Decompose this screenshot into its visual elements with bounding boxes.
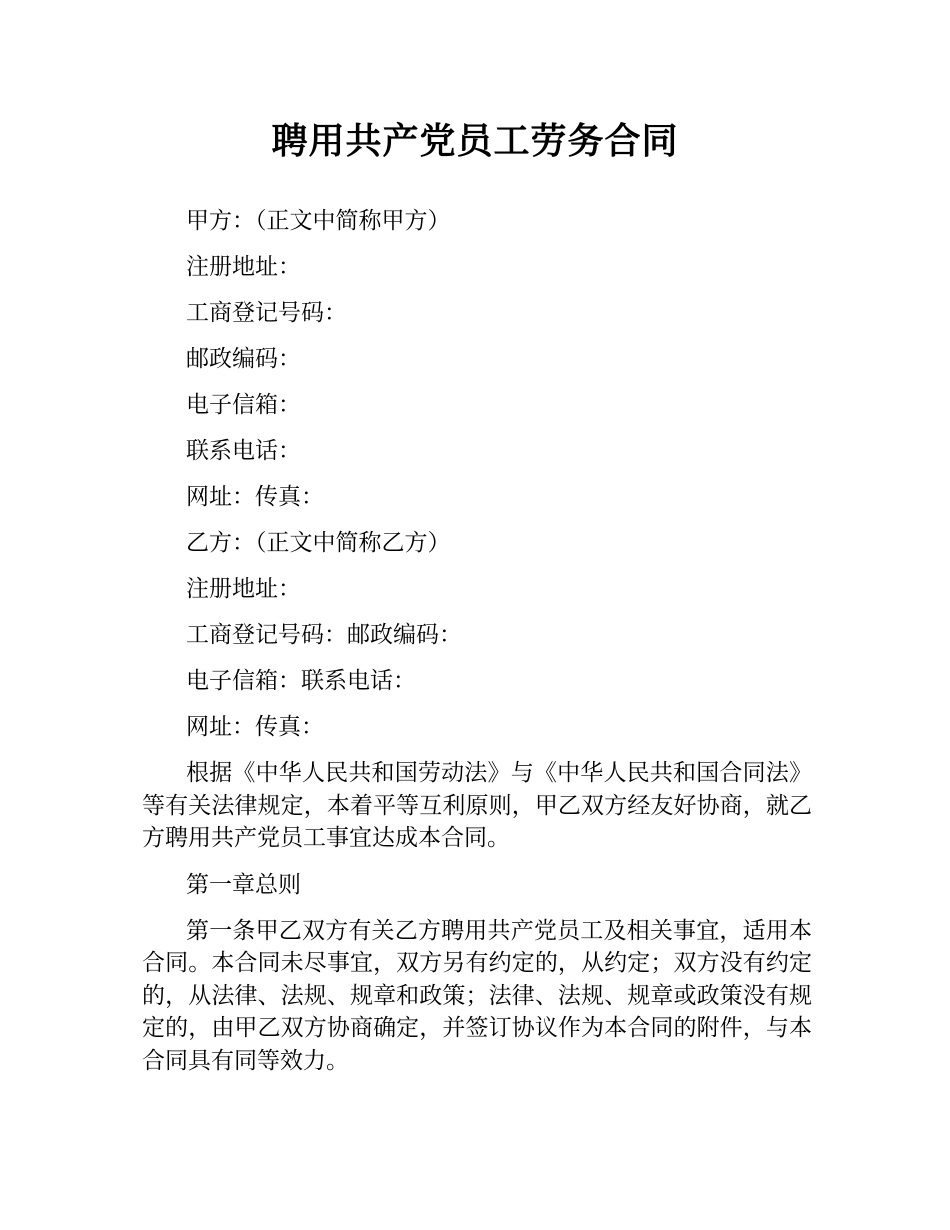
party-a-line: 甲方：（正文中简称甲方） [186, 208, 451, 234]
party-b-email-phone: 电子信箱：联系电话： [186, 668, 416, 694]
article-one-paragraph: 第一条甲乙双方有关乙方聘用共产党员工及相关事宜，适用本合同。本合同未尽事宜，双方另有约定的，从约定；双方没有约定的，从法律、法规、规章和政策；法律、法规、规章或政策没有规定的，由甲乙双方协商确定，并签订协议作为本合同的附件，与本合同具有同等效力。 [142, 917, 812, 1074]
party-a-email: 电子信箱： [186, 392, 301, 418]
document-body [142, 198, 812, 1084]
party-a-website-fax: 网址：传真： [186, 484, 324, 510]
party-a-phone: 联系电话： [186, 438, 301, 464]
party-b-line: 乙方：（正文中简称乙方） [186, 530, 451, 556]
party-b-website-fax: 网址：传真： [186, 714, 324, 740]
document-title: 聘用共产党员工劳务合同 [271, 121, 679, 162]
party-b-registered-address: 注册地址： [186, 576, 301, 602]
party-a-postal-code: 邮政编码： [186, 346, 301, 372]
party-a-registered-address: 注册地址： [186, 254, 301, 280]
party-a-business-registration-number: 工商登记号码： [186, 300, 347, 326]
preamble-paragraph: 根据《中华人民共和国劳动法》与《中华人民共和国合同法》等有关法律规定，本着平等互利原则，甲乙双方经友好协商，就乙方聘用共产党员工事宜达成本合同。 [142, 760, 812, 851]
chapter-heading: 第一章总则 [186, 871, 301, 898]
party-b-registration-postal: 工商登记号码：邮政编码： [186, 622, 462, 648]
